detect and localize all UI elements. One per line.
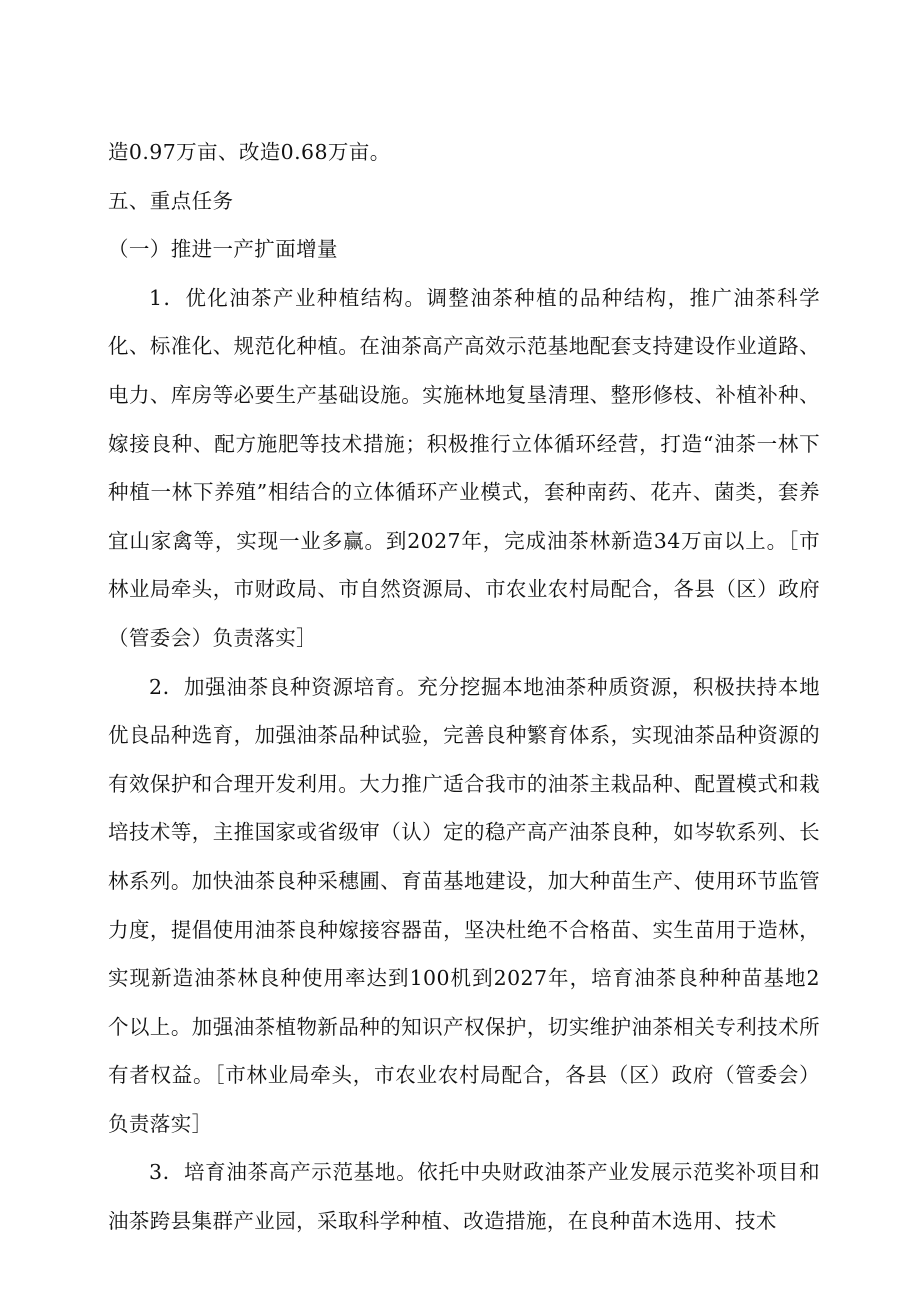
paragraph-item-2: 2．加强油茶良种资源培育。充分挖掘本地油茶种质资源，积极扶持本地优良品种选育，加强油茶品种试验，完善良种繁育体系，实现油茶品种资源的有效保护和合理开发利用。大力推广适合我市的油茶主栽品种、配置模式和栽培技术等，主推国家或省级审（认）定的稳产高产油茶良种，如岑软系列、长林系列。加快油茶良种采穗圃、育苗基地建设，加大种苗生产、使用环节监管力度，提倡使用油茶良种嫁接容器苗，坚决杜绝不合格苗、实生苗用于造林，实现新造油茶林良种使用率达到100机到2027年，培育油茶良种种苗基地2个以上。加强油茶植物新品种的知识产权保护，切实维护油茶相关专利技术所有者权益。［市林业局牵头，市农业农村局配合，各县（区）政府（管委会）负责落实］ [108, 674, 820, 1136]
section-heading: 五、重点任务 [108, 188, 234, 213]
document-body [108, 128, 820, 1246]
paragraph-item-1: 1．优化油茶产业种植结构。调整油茶种植的品种结构，推广油茶科学化、标准化、规范化种植。在油茶高产高效示范基地配套支持建设作业道路、电力、库房等必要生产基础设施。实施林地复垦清理、整形修枝、补植补种、嫁接良种、配方施肥等技术措施；积极推行立体循环经营，打造“油茶一林下种植一林下养殖”相结合的立体循环产业模式，套种南药、花卉、菌类，套养宜山家禽等，实现一业多赢。到2027年，完成油茶林新造34万亩以上。［市林业局牵头，市财政局、市自然资源局、市农业农村局配合，各县（区）政府（管委会）负责落实］ [108, 285, 820, 650]
subsection-heading: （一）推进一产扩面增量 [108, 237, 338, 262]
continuation-paragraph: 造0.97万亩、改造0.68万亩。 [108, 140, 391, 164]
paragraph-item-3: 3．培育油茶高产示范基地。依托中央财政油茶产业发展示范奖补项目和油茶跨县集群产业园，采取科学种植、改造措施，在良种苗木选用、技术 [108, 1160, 820, 1234]
